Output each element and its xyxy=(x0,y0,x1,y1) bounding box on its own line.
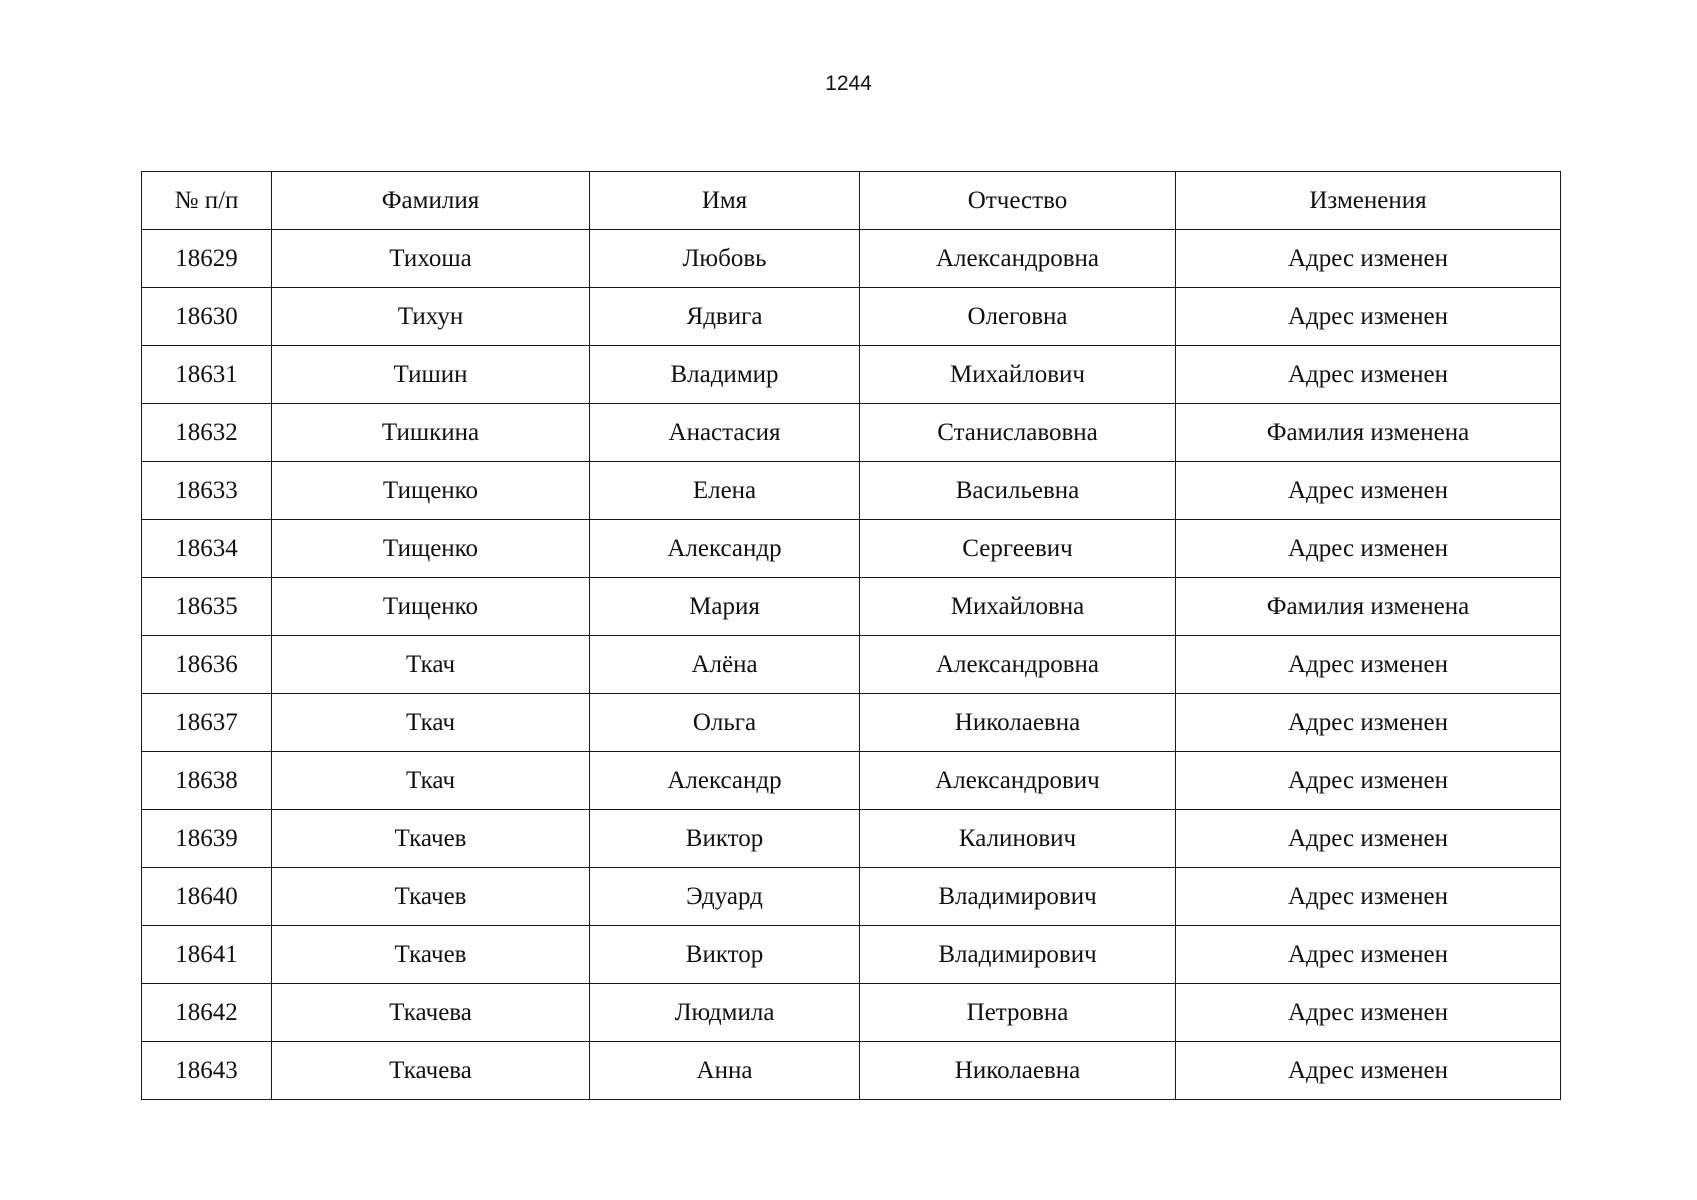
cell-number: 18641 xyxy=(142,926,272,984)
cell-first-name: Эдуард xyxy=(590,868,860,926)
cell-first-name: Александр xyxy=(590,752,860,810)
cell-last-name: Тихун xyxy=(272,288,590,346)
cell-last-name: Тишин xyxy=(272,346,590,404)
cell-changes: Адрес изменен xyxy=(1176,288,1561,346)
table-row xyxy=(142,230,1561,288)
table-row xyxy=(142,462,1561,520)
cell-patronymic: Александровна xyxy=(860,636,1176,694)
cell-last-name: Тишкина xyxy=(272,404,590,462)
registry-table xyxy=(141,171,1561,1100)
cell-changes: Адрес изменен xyxy=(1176,984,1561,1042)
cell-first-name: Анна xyxy=(590,1042,860,1100)
header-first-name: Имя xyxy=(590,172,860,230)
cell-last-name: Тихоша xyxy=(272,230,590,288)
header-number: № п/п xyxy=(142,172,272,230)
cell-patronymic: Владимирович xyxy=(860,926,1176,984)
cell-patronymic: Михайлович xyxy=(860,346,1176,404)
header-patronymic: Отчество xyxy=(860,172,1176,230)
cell-number: 18643 xyxy=(142,1042,272,1100)
cell-patronymic: Михайловна xyxy=(860,578,1176,636)
table-row xyxy=(142,868,1561,926)
cell-number: 18629 xyxy=(142,230,272,288)
cell-first-name: Ольга xyxy=(590,694,860,752)
cell-patronymic: Станиславовна xyxy=(860,404,1176,462)
table-row xyxy=(142,520,1561,578)
cell-number: 18631 xyxy=(142,346,272,404)
cell-changes: Адрес изменен xyxy=(1176,1042,1561,1100)
cell-patronymic: Николаевна xyxy=(860,1042,1176,1100)
cell-patronymic: Васильевна xyxy=(860,462,1176,520)
cell-first-name: Алёна xyxy=(590,636,860,694)
cell-patronymic: Александровна xyxy=(860,230,1176,288)
cell-last-name: Ткач xyxy=(272,752,590,810)
cell-changes: Адрес изменен xyxy=(1176,694,1561,752)
cell-changes: Адрес изменен xyxy=(1176,520,1561,578)
cell-patronymic: Александрович xyxy=(860,752,1176,810)
table-row xyxy=(142,346,1561,404)
table-row xyxy=(142,810,1561,868)
cell-changes: Адрес изменен xyxy=(1176,926,1561,984)
cell-first-name: Елена xyxy=(590,462,860,520)
cell-patronymic: Калинович xyxy=(860,810,1176,868)
cell-patronymic: Сергеевич xyxy=(860,520,1176,578)
cell-first-name: Людмила xyxy=(590,984,860,1042)
cell-changes: Адрес изменен xyxy=(1176,230,1561,288)
cell-first-name: Любовь xyxy=(590,230,860,288)
table-row xyxy=(142,984,1561,1042)
page-number: 1244 xyxy=(825,72,872,95)
cell-last-name: Ткач xyxy=(272,694,590,752)
cell-patronymic: Петровна xyxy=(860,984,1176,1042)
cell-last-name: Ткачев xyxy=(272,810,590,868)
cell-patronymic: Николаевна xyxy=(860,694,1176,752)
cell-number: 18640 xyxy=(142,868,272,926)
cell-number: 18634 xyxy=(142,520,272,578)
table-row xyxy=(142,288,1561,346)
cell-number: 18637 xyxy=(142,694,272,752)
cell-last-name: Ткач xyxy=(272,636,590,694)
cell-last-name: Ткачев xyxy=(272,926,590,984)
cell-changes: Адрес изменен xyxy=(1176,868,1561,926)
cell-first-name: Виктор xyxy=(590,926,860,984)
table-header-row xyxy=(142,172,1561,230)
cell-first-name: Ядвига xyxy=(590,288,860,346)
cell-number: 18632 xyxy=(142,404,272,462)
table-row xyxy=(142,694,1561,752)
cell-changes: Фамилия изменена xyxy=(1176,578,1561,636)
cell-changes: Адрес изменен xyxy=(1176,462,1561,520)
cell-changes: Адрес изменен xyxy=(1176,346,1561,404)
cell-first-name: Александр xyxy=(590,520,860,578)
header-changes: Изменения xyxy=(1176,172,1561,230)
cell-number: 18635 xyxy=(142,578,272,636)
cell-last-name: Ткачева xyxy=(272,1042,590,1100)
cell-number: 18633 xyxy=(142,462,272,520)
cell-last-name: Ткачева xyxy=(272,984,590,1042)
table-row xyxy=(142,926,1561,984)
cell-last-name: Тищенко xyxy=(272,520,590,578)
cell-changes: Адрес изменен xyxy=(1176,636,1561,694)
table-row xyxy=(142,636,1561,694)
cell-last-name: Тищенко xyxy=(272,578,590,636)
cell-patronymic: Владимирович xyxy=(860,868,1176,926)
cell-number: 18638 xyxy=(142,752,272,810)
header-last-name: Фамилия xyxy=(272,172,590,230)
cell-last-name: Тищенко xyxy=(272,462,590,520)
cell-changes: Фамилия изменена xyxy=(1176,404,1561,462)
table-row xyxy=(142,404,1561,462)
table-row xyxy=(142,1042,1561,1100)
cell-number: 18642 xyxy=(142,984,272,1042)
cell-number: 18636 xyxy=(142,636,272,694)
cell-first-name: Виктор xyxy=(590,810,860,868)
cell-patronymic: Олеговна xyxy=(860,288,1176,346)
cell-first-name: Анастасия xyxy=(590,404,860,462)
cell-first-name: Владимир xyxy=(590,346,860,404)
cell-changes: Адрес изменен xyxy=(1176,752,1561,810)
table-row xyxy=(142,752,1561,810)
cell-last-name: Ткачев xyxy=(272,868,590,926)
cell-first-name: Мария xyxy=(590,578,860,636)
cell-number: 18639 xyxy=(142,810,272,868)
table-row xyxy=(142,578,1561,636)
cell-number: 18630 xyxy=(142,288,272,346)
cell-changes: Адрес изменен xyxy=(1176,810,1561,868)
